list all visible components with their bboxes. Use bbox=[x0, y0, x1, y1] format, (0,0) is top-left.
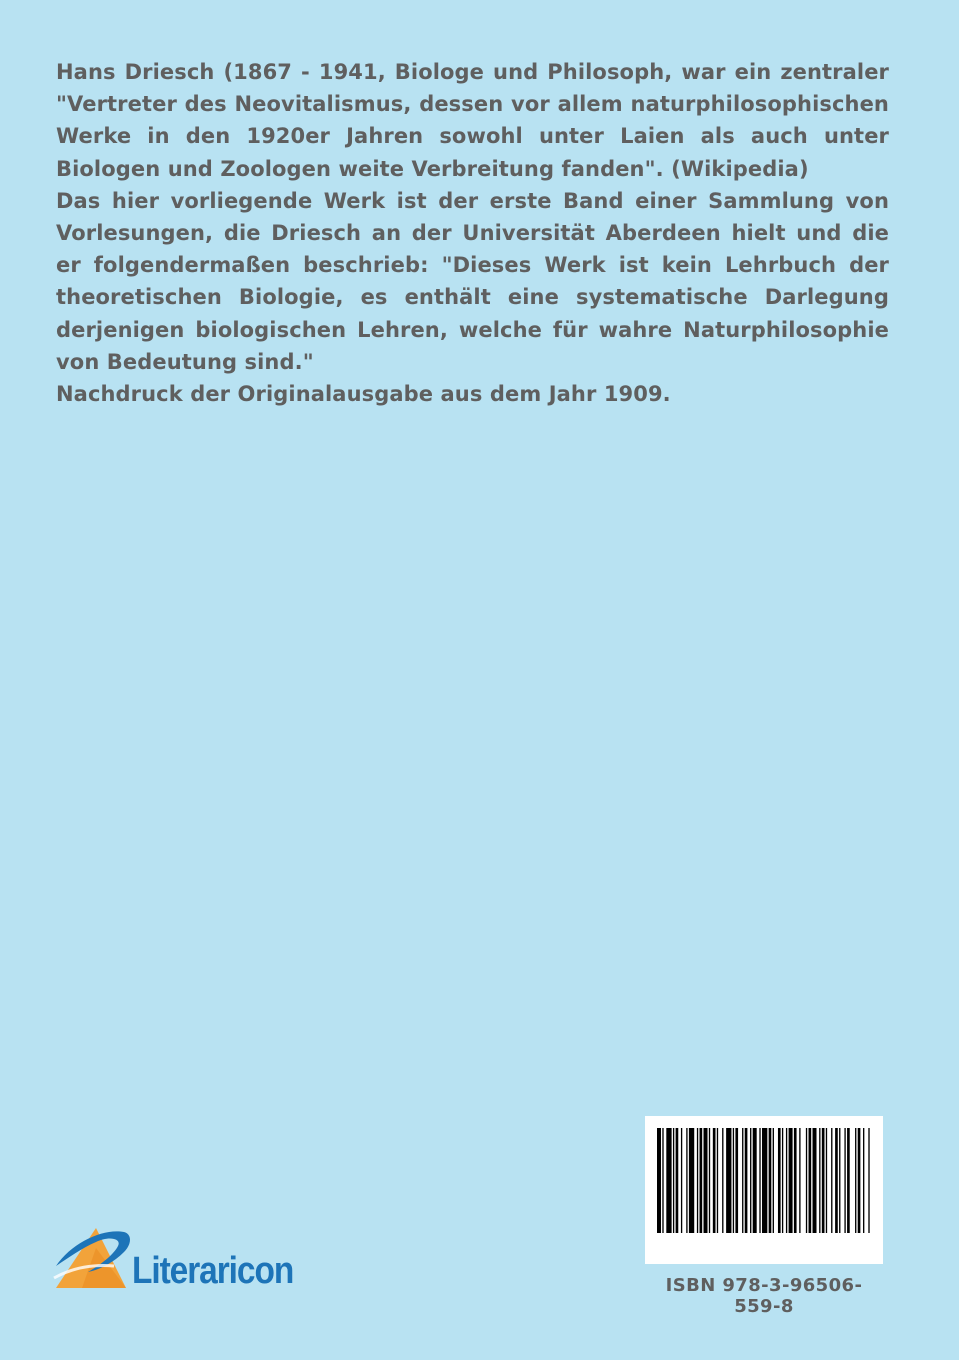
barcode-bar bbox=[686, 1128, 687, 1233]
barcode-bar bbox=[745, 1128, 748, 1233]
barcode-bar bbox=[773, 1128, 774, 1233]
barcode-bar bbox=[855, 1128, 856, 1233]
barcode-bar bbox=[759, 1128, 760, 1233]
barcode-bar bbox=[750, 1128, 751, 1233]
barcode-bar bbox=[822, 1128, 825, 1233]
barcode-bar bbox=[769, 1128, 772, 1233]
barcode-bar bbox=[704, 1128, 708, 1233]
barcode-bar bbox=[844, 1128, 845, 1233]
barcode-bar bbox=[666, 1128, 671, 1233]
barcode-bar bbox=[709, 1128, 710, 1233]
barcode-bar bbox=[786, 1128, 787, 1233]
barcode-bar bbox=[676, 1128, 679, 1233]
barcode-bar bbox=[778, 1128, 781, 1233]
barcode-bar bbox=[789, 1128, 793, 1233]
barcode-bar bbox=[839, 1128, 840, 1233]
barcode-bar bbox=[835, 1128, 838, 1233]
barcode-bar bbox=[831, 1128, 832, 1233]
barcode-bar bbox=[868, 1128, 869, 1233]
back-cover-blurb bbox=[56, 56, 889, 410]
blurb-paragraph-3: Nachdruck der Originalausgabe aus dem Jahr 1909. bbox=[56, 382, 671, 407]
isbn-label: ISBN 978-3-96506-559-8 bbox=[665, 1275, 863, 1317]
barcode-bar bbox=[662, 1128, 663, 1233]
publisher-logo-icon bbox=[52, 1222, 132, 1292]
barcode-bar bbox=[819, 1128, 820, 1233]
barcode-bar bbox=[722, 1128, 723, 1233]
barcode-bar bbox=[799, 1128, 800, 1233]
barcode-bar bbox=[735, 1128, 738, 1233]
barcode-bar bbox=[847, 1128, 850, 1233]
barcode-bar bbox=[657, 1128, 661, 1233]
barcode-bar bbox=[782, 1128, 783, 1233]
barcode-bar bbox=[806, 1128, 807, 1233]
barcode-bar bbox=[753, 1128, 757, 1233]
barcode-bar bbox=[858, 1128, 861, 1233]
barcode-bar bbox=[794, 1128, 797, 1233]
barcode-bar bbox=[673, 1128, 674, 1233]
barcode-bars bbox=[645, 1116, 883, 1264]
barcode-bar bbox=[809, 1128, 812, 1233]
barcode-bar bbox=[713, 1128, 716, 1233]
blurb-paragraph-1: Hans Driesch (1867 - 1941, Biologe und Philosoph, war ein zentraler "Vertreter des Neovitalismus, dessen vor allem naturphilosophischen Werke in den 1920er Jahren sowohl unter Laien als auch unter Biologen und Zoologen weite Verbreitung fanden". (Wikipedia) bbox=[56, 60, 889, 181]
barcode-bar bbox=[697, 1128, 698, 1233]
barcode-bar bbox=[863, 1128, 864, 1233]
barcode bbox=[645, 1116, 883, 1264]
barcode-bar bbox=[742, 1128, 743, 1233]
barcode-bar bbox=[813, 1128, 817, 1233]
publisher-logo bbox=[52, 1222, 312, 1292]
blurb-paragraph-2: Das hier vorliegende Werk ist der erste Band einer Sammlung von Vorlesungen, die Driesch an der Universität Aberdeen hielt und die er folgendermaßen beschrieb: "Dieses Werk ist kein Lehrbuch der theoretischen Biologie, es enthält eine systematische Darlegung derjenigen biologischen Lehren, welche für wahre Naturphilosophie von Bedeutung sind." bbox=[56, 188, 889, 374]
barcode-bar bbox=[689, 1128, 694, 1233]
barcode-bar bbox=[826, 1128, 827, 1233]
barcode-bar bbox=[762, 1128, 767, 1233]
barcode-bar bbox=[681, 1128, 682, 1233]
barcode-bar bbox=[726, 1128, 731, 1233]
barcode-bar bbox=[717, 1128, 718, 1233]
barcode-bar bbox=[700, 1128, 703, 1233]
barcode-bar bbox=[733, 1128, 734, 1233]
publisher-name: Literaricon bbox=[132, 1250, 294, 1292]
